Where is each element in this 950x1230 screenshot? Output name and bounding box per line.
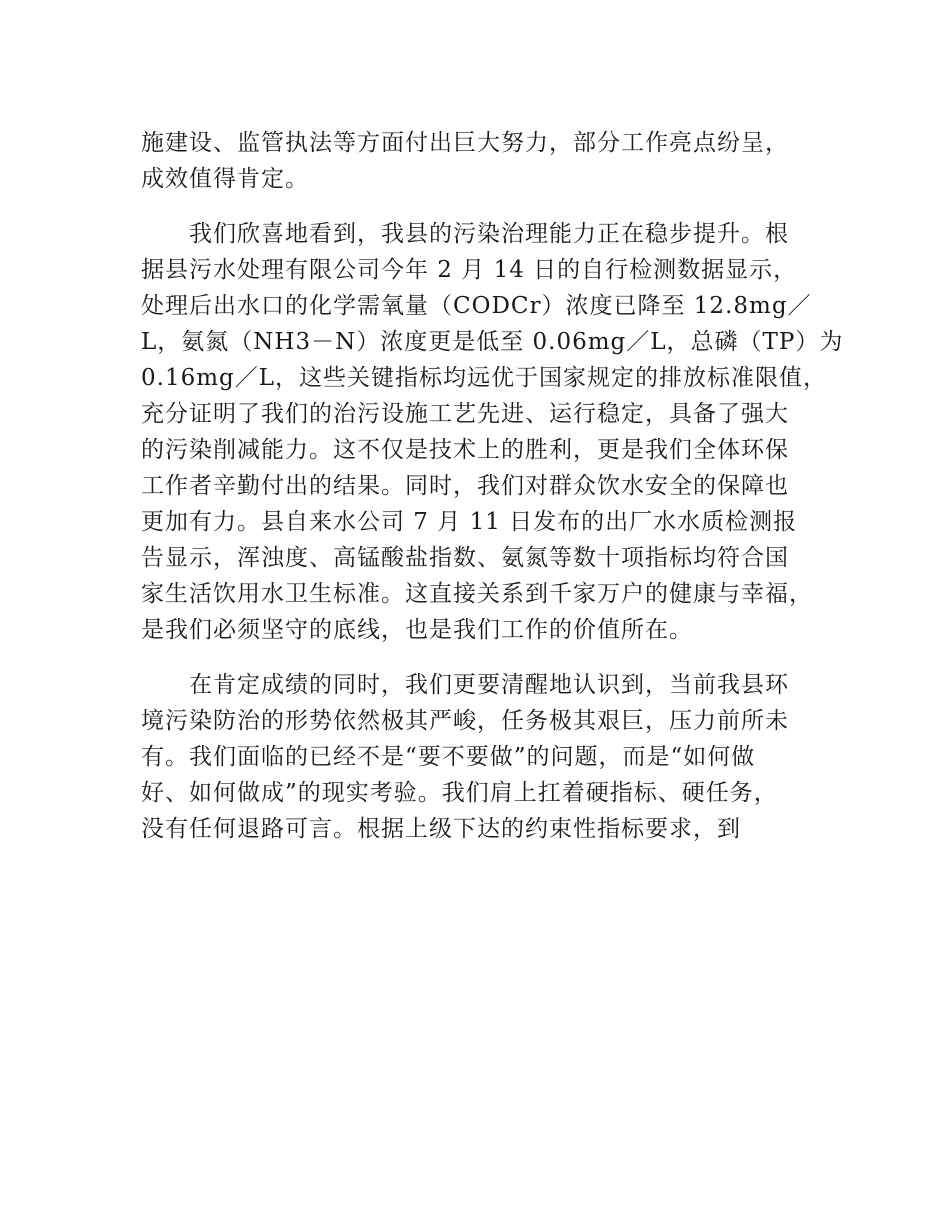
text-line: 在肯定成绩的同时，我们更要清醒地认识到，当前我县环 [141, 672, 789, 698]
text-line: 施建设、监管执法等方面付出巨大努力，部分工作亮点纷呈， [141, 130, 789, 156]
document-body [141, 125, 844, 847]
text-line: 0.16mg／L，这些关键指标均远优于国家规定的排放标准限值， [141, 365, 828, 391]
paragraph-1 [141, 125, 831, 197]
text-line: 家生活饮用水卫生标准。这直接关系到千家万户的健康与幸福， [141, 581, 813, 607]
text-line: 境污染防治的形势依然极其严峻，任务极其艰巨，压力前所未 [141, 708, 789, 734]
text-line: 有。我们面临的已经不是“要不要做”的问题，而是“如何做 [141, 744, 756, 770]
text-line: 没有任何退路可言。根据上级下达的约束性指标要求，到 [141, 816, 741, 842]
paragraph-spacer [141, 197, 831, 216]
text-line: 是我们必须坚守的底线，也是我们工作的价值所在。 [141, 617, 693, 643]
text-line: 的污染削减能力。这不仅是技术上的胜利，更是我们全体环保 [141, 437, 789, 463]
text-line: 告显示，浑浊度、高锰酸盐指数、氨氮等数十项指标均符合国 [141, 545, 789, 571]
text-line: 更加有力。县自来水公司 7 月 11 日发布的出厂水水质检测报 [141, 509, 798, 535]
paragraph-2 [141, 216, 844, 648]
text-line: 据县污水处理有限公司今年 2 月 14 日的自行检测数据显示， [141, 257, 798, 283]
text-line: 我们欣喜地看到，我县的污染治理能力正在稳步提升。根 [141, 221, 789, 247]
text-line: 处理后出水口的化学需氧量（CODCr）浓度已降至 12.8mg／ [141, 293, 812, 319]
paragraph-spacer [141, 648, 831, 667]
text-line: 好、如何做成”的现实考验。我们肩上扛着硬指标、硬任务， [141, 780, 778, 806]
text-line: 充分证明了我们的治污设施工艺先进、运行稳定，具备了强大 [141, 401, 789, 427]
text-line: L，氨氮（NH3－N）浓度更是低至 0.06mg／L，总磷（TP）为 [141, 329, 844, 355]
paragraph-3 [141, 667, 831, 847]
text-line: 成效值得肯定。 [141, 166, 309, 192]
text-line: 工作者辛勤付出的结果。同时，我们对群众饮水安全的保障也 [141, 473, 789, 499]
